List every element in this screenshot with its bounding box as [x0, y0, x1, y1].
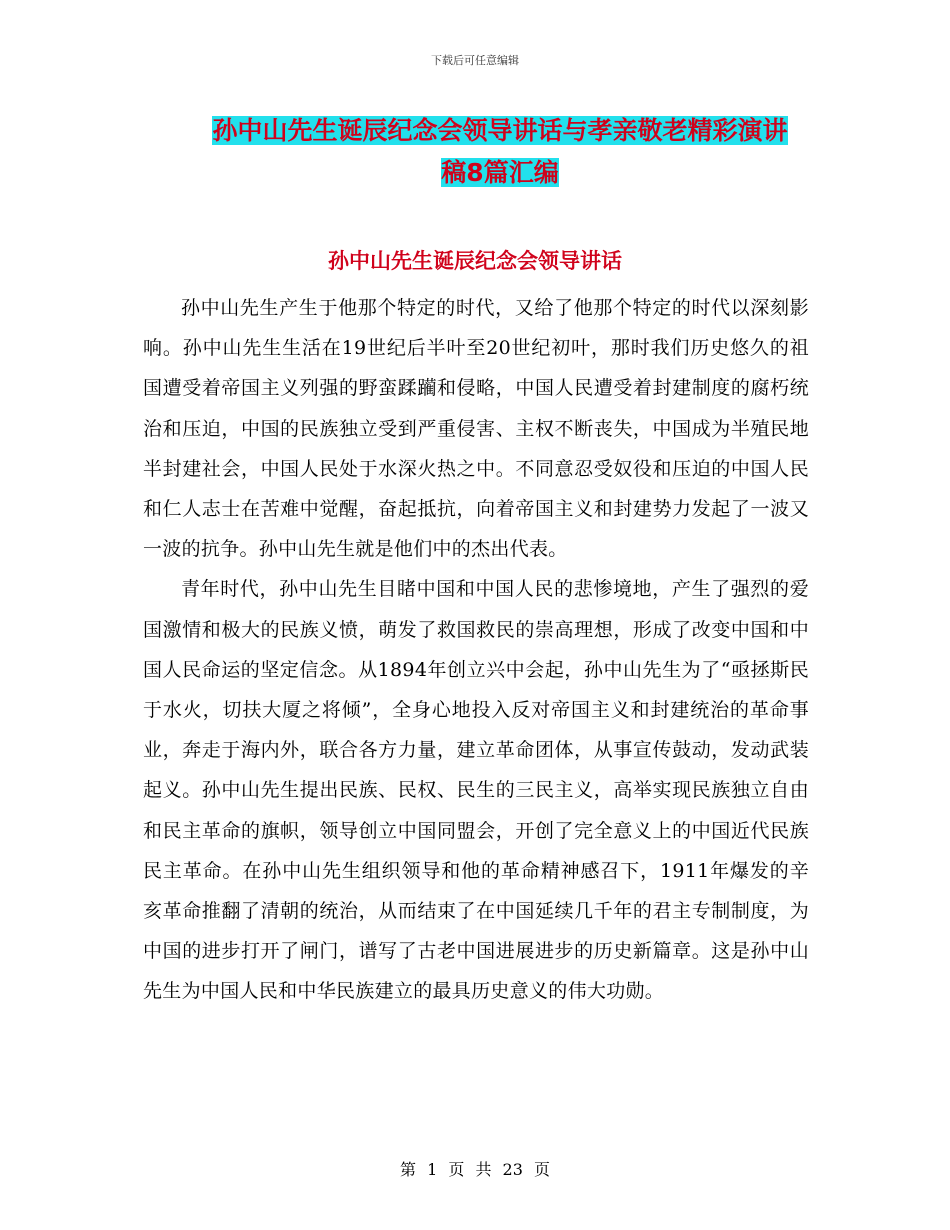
- document-title-line-1: 孙中山先生诞辰纪念会领导讲话与孝亲敬老精彩演讲: [212, 116, 788, 145]
- document-title-line-2: 稿8篇汇编: [441, 158, 559, 187]
- body-text: [143, 288, 809, 1012]
- page-number: 第 1 页 共 23 页: [400, 1160, 550, 1179]
- paragraph: 孙中山先生产生于他那个特定的时代，又给了他那个特定的时代以深刻影响。孙中山先生生活在19世纪后半叶至20世纪初叶，那时我们历史悠久的祖国遭受着帝国主义列强的野蛮蹂躏和侵略，中国人民遭受着封建制度的腐朽统治和压迫，中国的民族独立受到严重侵害、主权不断丧失，中国成为半殖民地半封建社会，中国人民处于水深火热之中。不同意忍受奴役和压迫的中国人民和仁人志士在苦难中觉醒，奋起抵抗，向着帝国主义和封建势力发起了一波又一波的抗争。孙中山先生就是他们中的杰出代表。: [143, 297, 809, 561]
- header-note: 下载后可任意编辑: [431, 54, 519, 67]
- paragraph: 青年时代，孙中山先生目睹中国和中国人民的悲惨境地，产生了强烈的爱国激情和极大的民族义愤，萌发了救国救民的崇高理想，形成了改变中国和中国人民命运的坚定信念。从1894年创立兴中会起，孙中山先生为了“亟拯斯民于水火，切扶大厦之将倾”，全身心地投入反对帝国主义和封建统治的革命事业，奔走于海内外，联合各方力量，建立革命团体，从事宣传鼓动，发动武装起义。孙中山先生提出民族、民权、民生的三民主义，高举实现民族独立自由和民主革命的旗帜，领导创立中国同盟会，开创了完全意义上的中国近代民族民主革命。在孙中山先生组织领导和他的革命精神感召下，1911年爆发的辛亥革命推翻了清朝的统治，从而结束了在中国延续几千年的君主专制制度，为中国的进步打开了闸门，谱写了古老中国进展进步的历史新篇章。这是孙中山先生为中国人民和中华民族建立的最具历史意义的伟大功勋。: [143, 578, 809, 1003]
- section-heading: 孙中山先生诞辰纪念会领导讲话: [328, 249, 622, 273]
- document-title: [180, 110, 820, 194]
